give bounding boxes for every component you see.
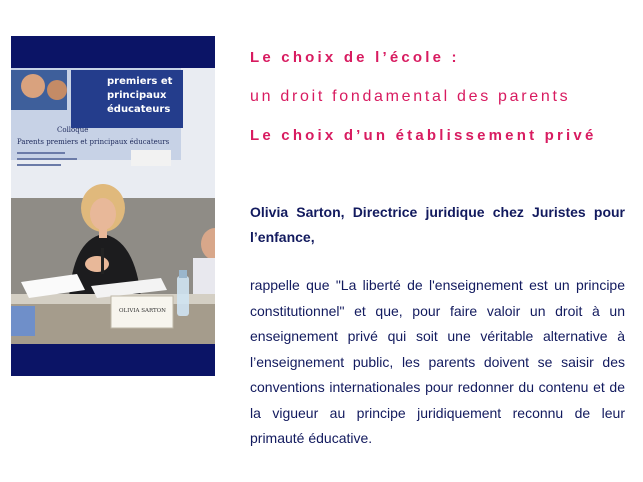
slide-title-line3: éducateurs [107,104,171,115]
body-paragraph: rappelle que "La liberté de l'enseignement est un principe constitutionnel" et que, pour faire valoir un droit à un enseignement privé qui soit une véritable alternative à l’enseignement public, les parents doivent se saisir des conventions internationales pour redonner du contenu et de la vigueur au principe juridiquement reconnu de leur primauté éducative. [250,277,625,446]
photo-frame [11,36,215,376]
headline-private-choice: Le choix d’un établissement privé [250,127,597,144]
conference-photo [11,68,215,344]
slide-title-line2: principaux [107,90,167,101]
headline-fundamental-right: un droit fondamental des parents [250,88,571,105]
slide-subtitle: Parents premiers et principaux éducateurs [17,138,170,146]
speaker-name: Olivia Sarton, Directrice juridique chez Juristes pour l’enfance, [250,204,625,245]
headline-school-choice: Le choix de l’école : [250,49,460,66]
slide-colloque: Colloque [57,126,89,134]
slide-title-line1: premiers et [107,76,173,87]
name-card-text: OLIVIA SARTON [119,308,166,314]
